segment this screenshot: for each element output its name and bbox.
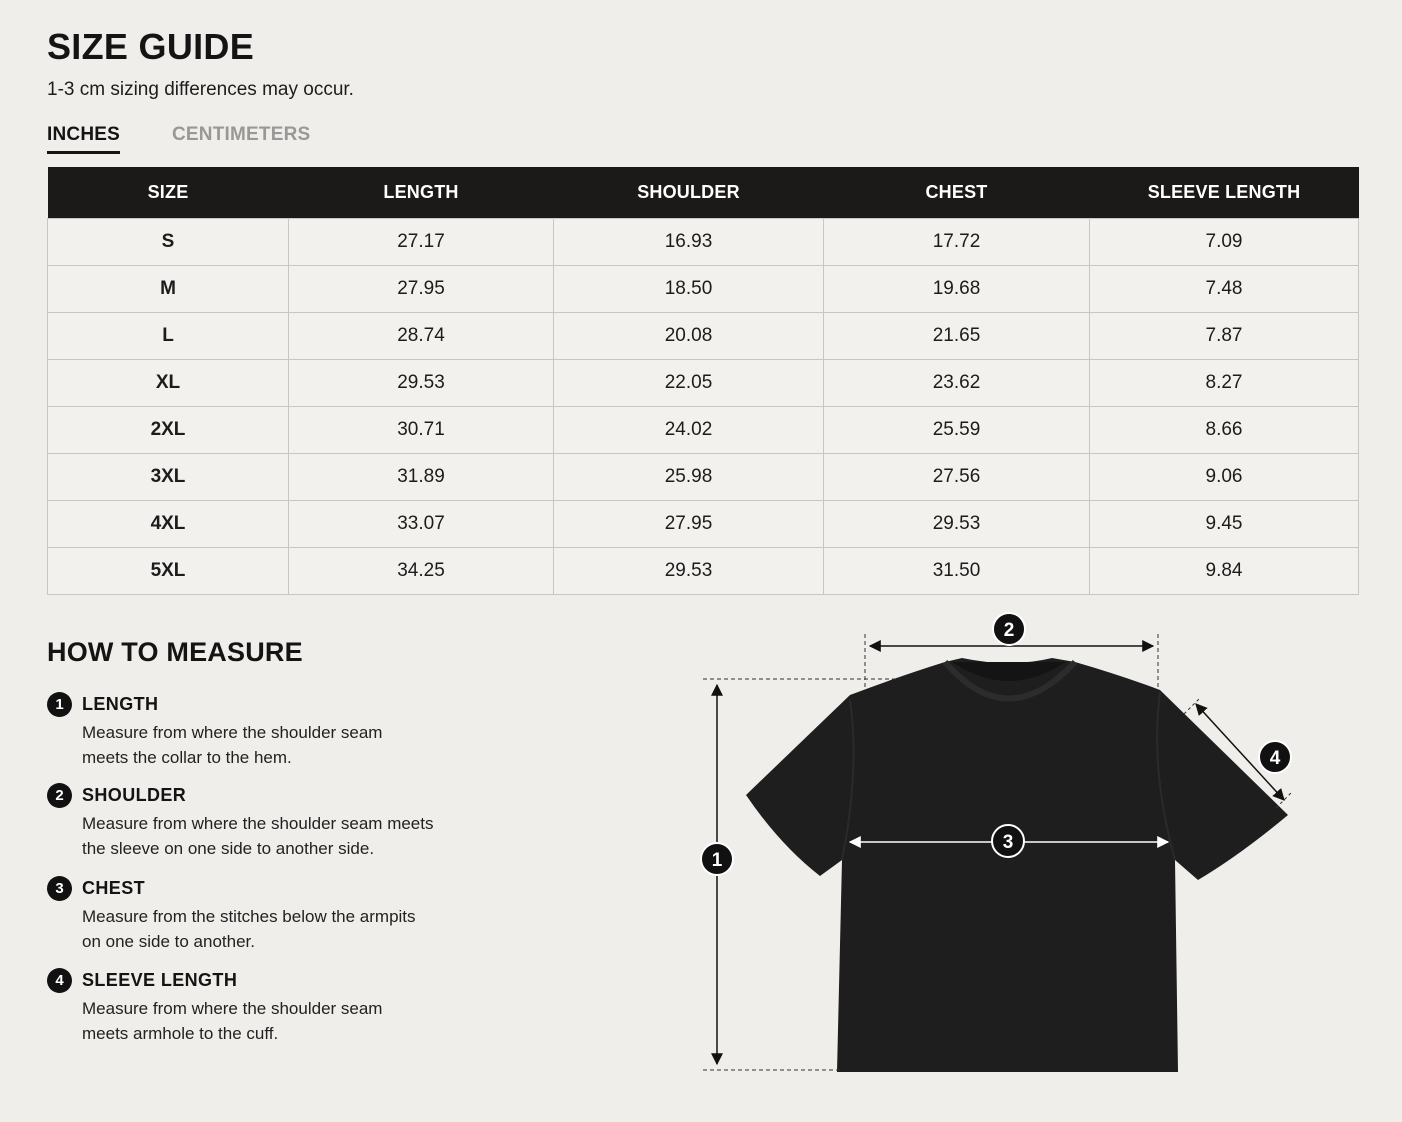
measurement-cell: 7.48 xyxy=(1090,265,1359,312)
marker-sleeve xyxy=(1259,741,1291,773)
step-title: LENGTH xyxy=(82,694,159,714)
step-description-line: meets armhole to the cuff. xyxy=(82,1024,279,1043)
step-description-line: Measure from where the shoulder seam meets xyxy=(82,814,434,833)
column-header-size: SIZE xyxy=(48,167,289,218)
step-description-line: Measure from where the shoulder seam xyxy=(82,723,383,742)
measurement-cell: 9.84 xyxy=(1090,547,1359,594)
size-cell: 2XL xyxy=(48,406,289,453)
step-description-line: meets the collar to the hem. xyxy=(82,748,292,767)
measurement-cell: 29.53 xyxy=(824,500,1090,547)
tshirt-illustration xyxy=(746,658,1288,1072)
measurement-cell: 21.65 xyxy=(824,312,1090,359)
measurement-cell: 18.50 xyxy=(554,265,824,312)
measurement-cell: 29.53 xyxy=(289,359,554,406)
measurement-cell: 17.72 xyxy=(824,218,1090,265)
step-title: SLEEVE LENGTH xyxy=(82,970,238,990)
size-cell: XL xyxy=(48,359,289,406)
step-number-badge: 3 xyxy=(47,876,72,901)
marker-length xyxy=(701,843,733,875)
measurement-cell: 9.06 xyxy=(1090,453,1359,500)
measurement-cell: 7.09 xyxy=(1090,218,1359,265)
step-number-badge: 1 xyxy=(47,692,72,717)
tab-centimeters[interactable]: CENTIMETERS xyxy=(172,124,311,145)
marker-chest xyxy=(992,825,1024,857)
measurement-cell: 25.59 xyxy=(824,406,1090,453)
marker-label: 1 xyxy=(711,850,723,871)
measurement-cell: 9.45 xyxy=(1090,500,1359,547)
measurement-cell: 16.93 xyxy=(554,218,824,265)
size-cell: 5XL xyxy=(48,547,289,594)
tab-inches[interactable]: INCHES xyxy=(47,124,120,154)
step-number-badge: 4 xyxy=(47,968,72,993)
measurement-cell: 30.71 xyxy=(289,406,554,453)
measurement-cell: 19.68 xyxy=(824,265,1090,312)
measurement-cell: 27.17 xyxy=(289,218,554,265)
sizing-note: 1-3 cm sizing differences may occur. xyxy=(47,79,354,100)
marker-shoulder xyxy=(993,613,1025,645)
size-cell: 3XL xyxy=(48,453,289,500)
step-description-line: on one side to another. xyxy=(82,932,255,951)
column-header-chest: CHEST xyxy=(824,167,1090,218)
marker-label: 3 xyxy=(1002,832,1014,853)
measurement-cell: 27.56 xyxy=(824,453,1090,500)
marker-label: 4 xyxy=(1269,748,1281,769)
step-description-line: Measure from where the shoulder seam xyxy=(82,999,383,1018)
measurement-cell: 33.07 xyxy=(289,500,554,547)
measurement-cell: 31.50 xyxy=(824,547,1090,594)
how-to-measure-title: HOW TO MEASURE xyxy=(47,637,303,667)
measurement-cell: 29.53 xyxy=(554,547,824,594)
measurement-cell: 7.87 xyxy=(1090,312,1359,359)
column-header-sleeve-length: SLEEVE LENGTH xyxy=(1090,167,1359,218)
measurement-cell: 31.89 xyxy=(289,453,554,500)
size-cell: L xyxy=(48,312,289,359)
size-cell: S xyxy=(48,218,289,265)
size-cell: M xyxy=(48,265,289,312)
measurement-cell: 24.02 xyxy=(554,406,824,453)
measurement-cell: 22.05 xyxy=(554,359,824,406)
step-number-badge: 2 xyxy=(47,783,72,808)
page-title: SIZE GUIDE xyxy=(47,26,255,67)
measurement-cell: 8.27 xyxy=(1090,359,1359,406)
measurement-cell: 28.74 xyxy=(289,312,554,359)
step-title: SHOULDER xyxy=(82,785,187,805)
size-cell: 4XL xyxy=(48,500,289,547)
step-description-line: Measure from the stitches below the armpits xyxy=(82,907,416,926)
measurement-cell: 27.95 xyxy=(554,500,824,547)
measurement-cell: 23.62 xyxy=(824,359,1090,406)
column-header-shoulder: SHOULDER xyxy=(554,167,824,218)
measurement-cell: 8.66 xyxy=(1090,406,1359,453)
marker-label: 2 xyxy=(1003,620,1015,641)
measurement-cell: 34.25 xyxy=(289,547,554,594)
column-header-length: LENGTH xyxy=(289,167,554,218)
measurement-cell: 20.08 xyxy=(554,312,824,359)
measurement-cell: 25.98 xyxy=(554,453,824,500)
step-description-line: the sleeve on one side to another side. xyxy=(82,839,375,858)
step-title: CHEST xyxy=(82,878,146,898)
measurement-cell: 27.95 xyxy=(289,265,554,312)
